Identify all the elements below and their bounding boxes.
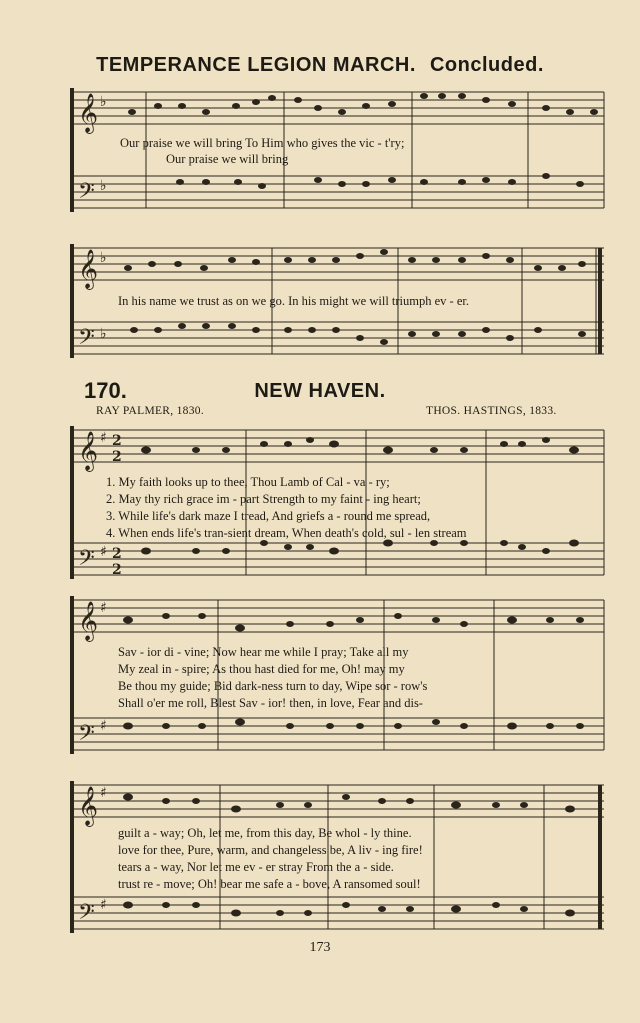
- verse-line: 1. My faith looks up to thee, Thou Lamb of Cal - va - ry;: [106, 475, 390, 489]
- lyric-line: Our praise we will bring: [166, 152, 289, 166]
- svg-text:𝄢: 𝄢: [78, 900, 95, 930]
- svg-text:2: 2: [112, 546, 122, 562]
- svg-text:♭: ♭: [100, 94, 107, 110]
- svg-text:♯: ♯: [100, 430, 107, 446]
- verse-line: 3. While life's dark maze I tread, And griefs a - round me spread,: [106, 509, 431, 523]
- verse-line: love for thee, Pure, warm, and changeless be, A liv - ing fire!: [118, 843, 423, 857]
- lyric-line: In his name we trust as on we go. In his might we will triumph ev - er.: [118, 294, 469, 308]
- song-title: TEMPERANCE LEGION MARCH.: [96, 54, 416, 76]
- staff-system2-bass: [72, 322, 604, 354]
- svg-text:2: 2: [112, 449, 122, 465]
- verse-line: tears a - way, Nor let me ev - er stray From the a - side.: [118, 860, 394, 874]
- svg-text:♯: ♯: [100, 718, 107, 734]
- svg-text:♯: ♯: [100, 897, 107, 913]
- staff-hymn-b-treble: [72, 600, 604, 632]
- svg-text:2: 2: [112, 433, 122, 449]
- svg-text:𝄢: 𝄢: [78, 546, 95, 576]
- svg-text:2: 2: [112, 562, 122, 578]
- verse-line: 4. When ends life's tran-sient dream, When death's cold, sul - len stream: [106, 526, 467, 540]
- staff-system1-bass: [72, 176, 604, 208]
- svg-text:𝄞: 𝄞: [78, 431, 99, 471]
- svg-text:♭: ♭: [100, 250, 107, 266]
- verse-line: 2. May thy rich grace im - part Strength to my faint - ing heart;: [106, 492, 421, 506]
- verse-line: guilt a - way; Oh, let me, from this day, Be whol - ly thine.: [118, 826, 412, 840]
- staff-hymn-c-treble: [72, 785, 604, 817]
- svg-text:♭: ♭: [100, 178, 107, 194]
- verse-line: Be thou my guide; Bid dark-ness turn to day, Wipe sor - row's: [118, 679, 428, 693]
- hymn-composer: THOS. HASTINGS, 1833.: [426, 405, 557, 417]
- svg-text:𝄞: 𝄞: [78, 93, 99, 133]
- svg-text:♭: ♭: [100, 326, 107, 342]
- svg-text:𝄞: 𝄞: [78, 786, 99, 826]
- verse-line: trust re - move; Oh! bear me safe a - bove, A ransomed soul!: [118, 877, 421, 891]
- hymn-author: RAY PALMER, 1830.: [96, 405, 204, 417]
- svg-text:𝄢: 𝄢: [78, 325, 95, 355]
- staff-system1-treble: [72, 92, 604, 124]
- svg-text:𝄞: 𝄞: [78, 601, 99, 641]
- verse-line: Sav - ior di - vine; Now hear me while I pray; Take all my: [118, 645, 409, 659]
- staff-hymn-b-bass: [72, 718, 604, 750]
- page-heading: [0, 54, 640, 77]
- hymn-title: NEW HAVEN.: [254, 380, 386, 402]
- song-status: Concluded.: [429, 54, 544, 76]
- svg-text:𝄞: 𝄞: [78, 249, 99, 289]
- hymn-number: 170.: [84, 378, 127, 403]
- svg-text:♯: ♯: [100, 785, 107, 801]
- lyric-line: Our praise we will bring To Him who gives the vic - t'ry;: [120, 136, 405, 150]
- svg-text:𝄢: 𝄢: [78, 721, 95, 751]
- verse-line: My zeal in - spire; As thou hast died for me, Oh! may my: [118, 662, 405, 676]
- svg-text:♯: ♯: [100, 544, 107, 560]
- page-number: 173: [309, 940, 331, 955]
- verse-line: Shall o'er me roll, Blest Sav - ior! then, in love, Fear and dis-: [118, 696, 423, 710]
- staff-hymn-c-bass: [72, 897, 604, 929]
- svg-text:𝄢: 𝄢: [78, 179, 95, 209]
- svg-text:♯: ♯: [100, 600, 107, 616]
